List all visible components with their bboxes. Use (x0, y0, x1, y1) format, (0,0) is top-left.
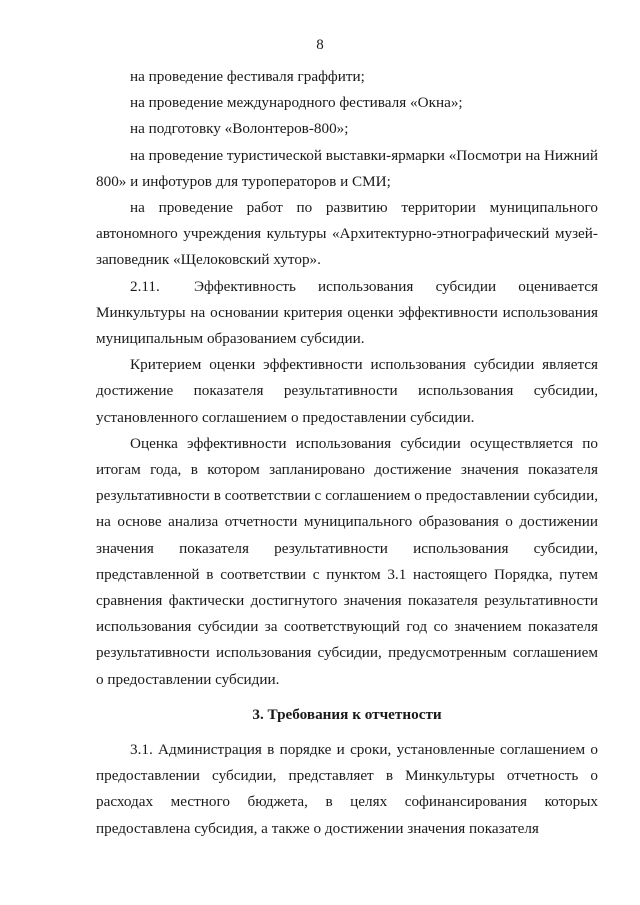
section-3-heading: 3. Требования к отчетности (252, 705, 442, 723)
criterion-paragraph: Критерием оценки эффективности использования субсидии является достижение показателя результативности использования субсидии, установленного соглашением о предоставлении субсидии. (96, 356, 598, 426)
paragraph-3-1: 3.1. Администрация в порядке и сроки, установленные соглашением о предоставлении субсидии, представляет в Минкультуры отчетность о расходах местного бюджета, в целях софинансирования которых предоставлена субсидия, а также о достижении значения показателя (96, 741, 598, 837)
list-item: на проведение работ по развитию территории муниципального автономного учреждения культуры «Архитектурно-этнографический музей-заповедник «Щелоковский хутор». (96, 199, 598, 269)
document-body (96, 64, 598, 842)
list-item: на проведение фестиваля граффити; (130, 68, 365, 85)
list-item: на проведение международного фестиваля «Окна»; (130, 94, 463, 112)
paragraph-2-11 (96, 274, 598, 353)
paragraph-2-11-number: 2.11. (130, 277, 160, 295)
page-number: 8 (316, 37, 324, 53)
list-item: на подготовку «Волонтеров-800»; (130, 120, 349, 138)
list-item: на проведение туристической выставки-ярмарки «Посмотри на Нижний 800» и инфотуров для туроператоров и СМИ; (96, 146, 598, 190)
assessment-paragraph: Оценка эффективности использования субсидии осуществляется по итогам года, в котором запланировано достижение значения показателя результативности в соответствии с соглашением о предоставлении субсидии, на основе анализа отчетности муниципального образования о достижении значения показателя результативности использования субсидии, представленной в соответствии с пунктом 3.1 настоящего Порядка, путем сравнения фактически достигнутого значения показателя результативности использования субсидии за соответствующий год со значением показателя результативности использования субсидии, предусмотренным соглашением о предоставлении субсидии. (96, 434, 598, 688)
paragraph-2-11-text: Эффективность использования субсидии оценивается Минкультуры на основании критерия оценки эффективности использования муниципальным образованием субсидии. (96, 277, 598, 348)
